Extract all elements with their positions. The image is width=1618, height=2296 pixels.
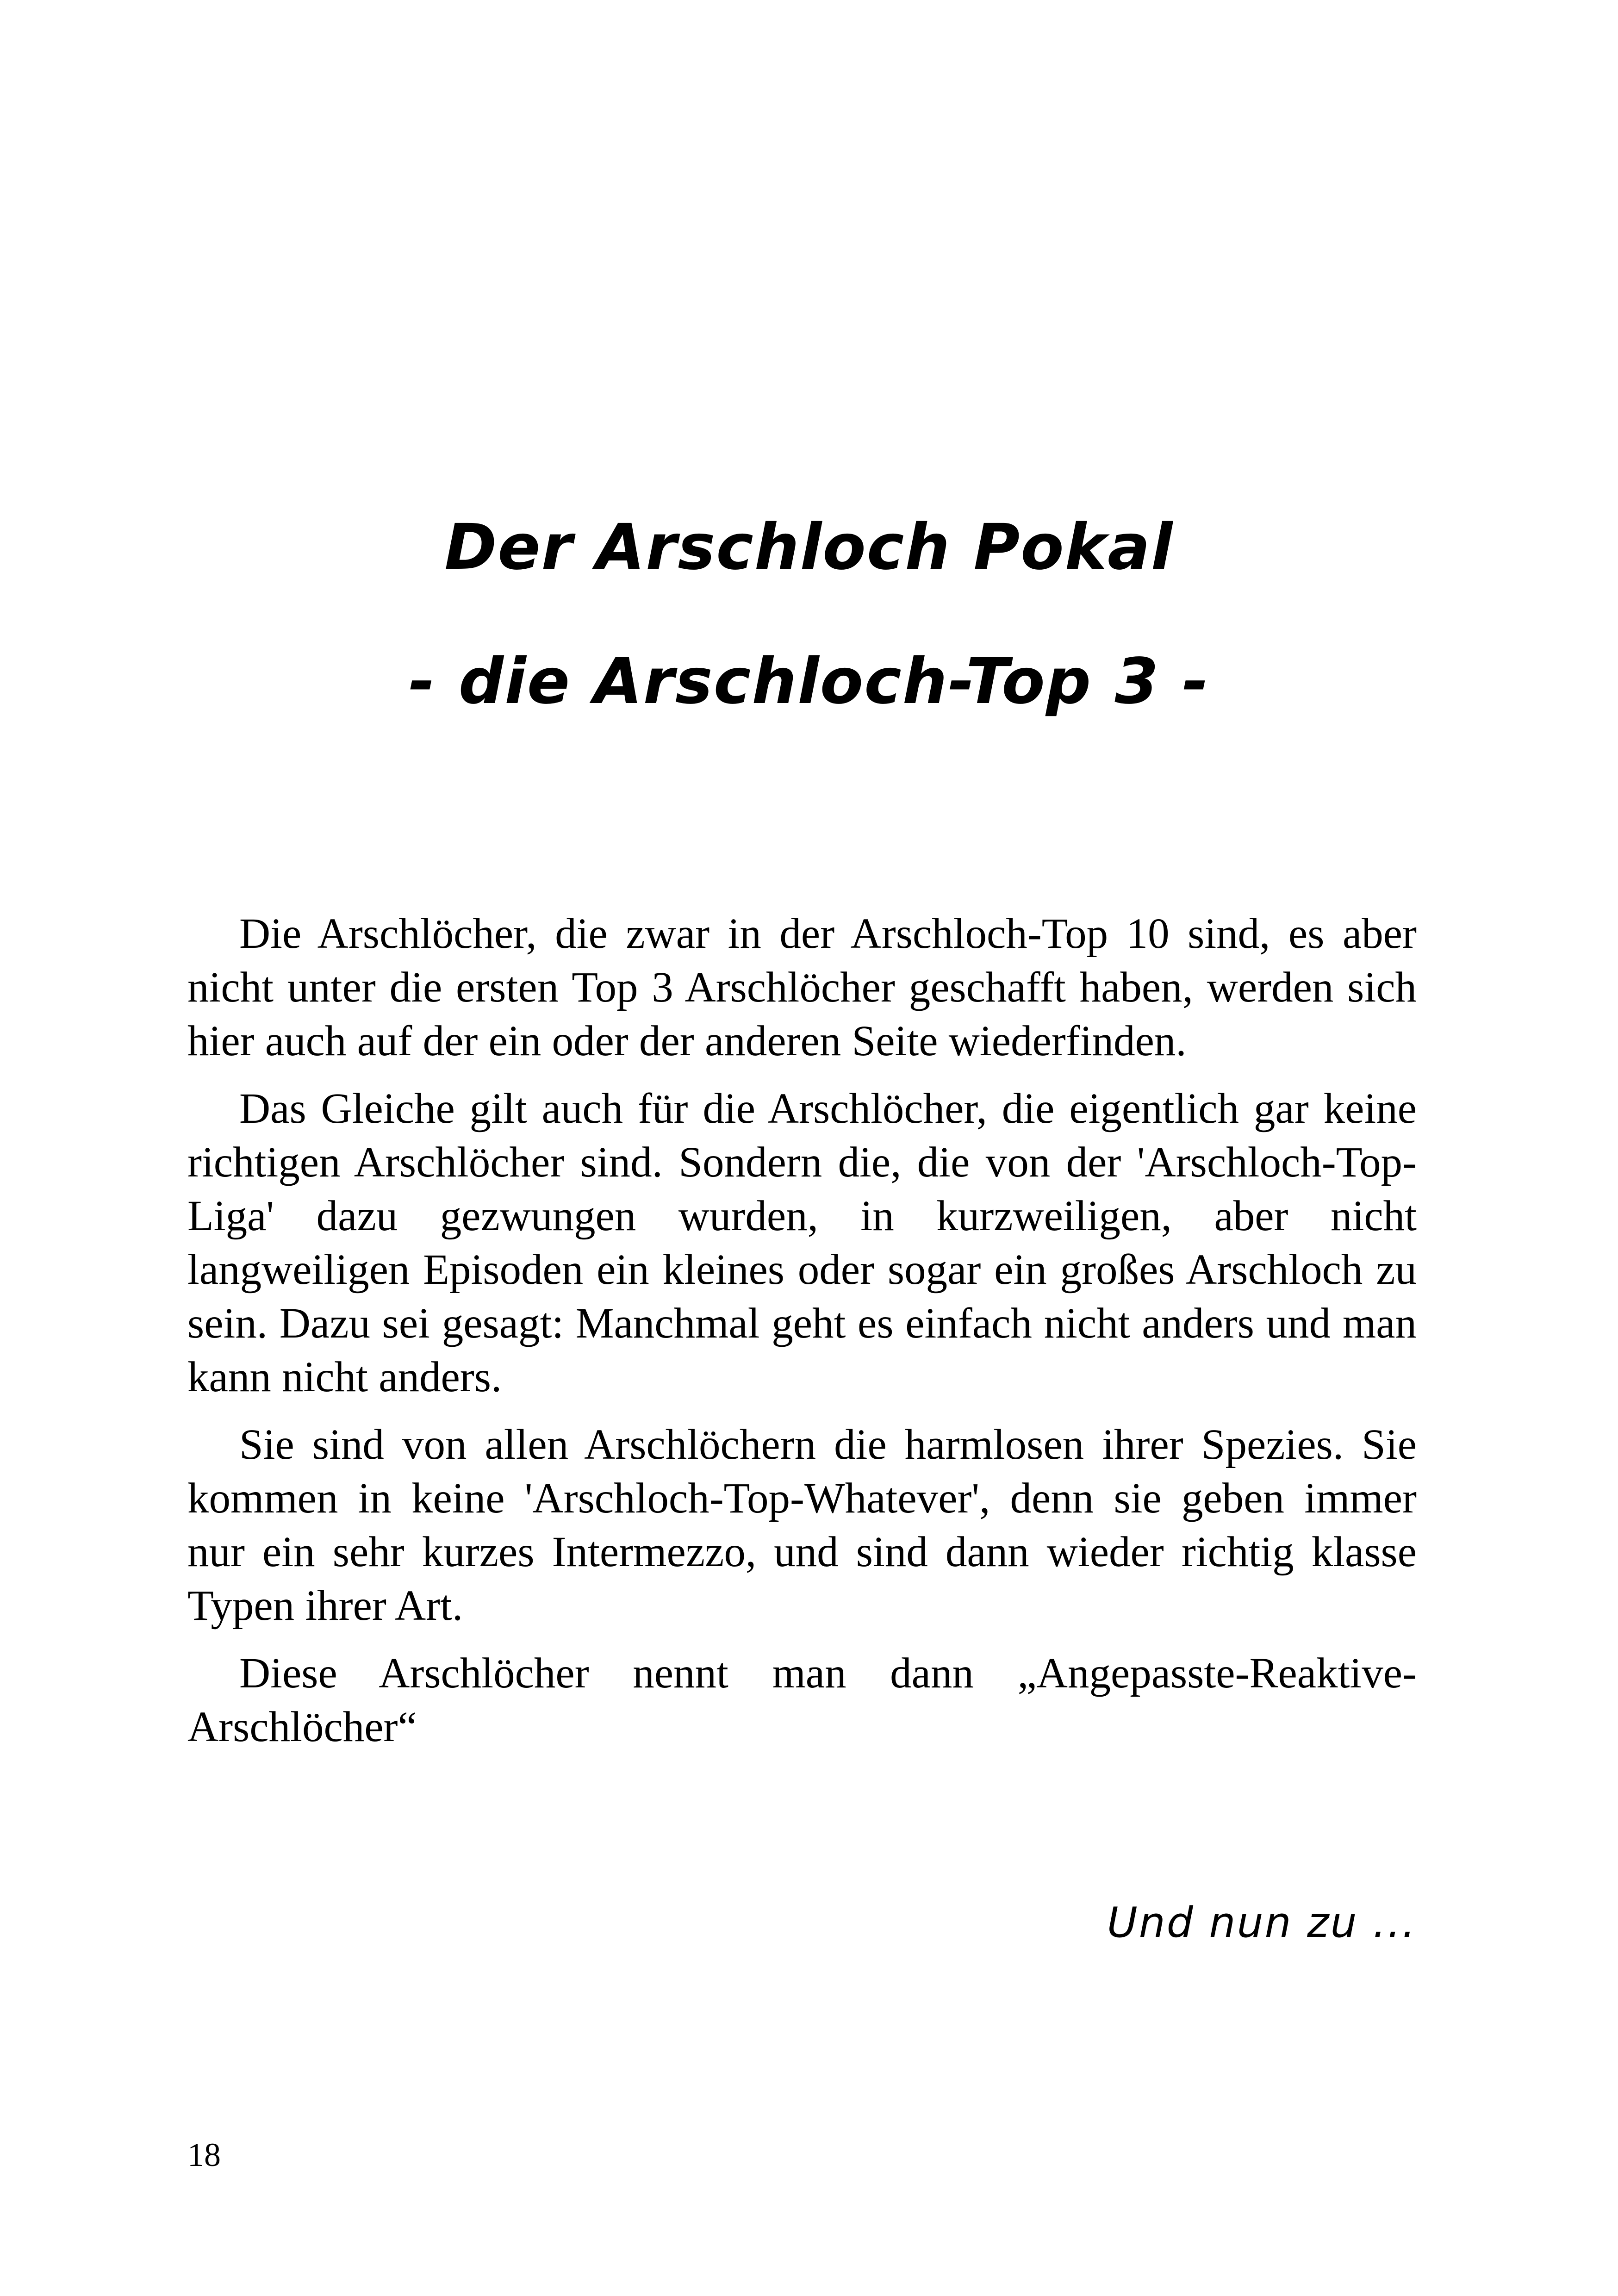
chapter-title: Der Arschloch Pokal <box>444 511 1174 584</box>
closing-line: Und nun zu ... <box>1107 1898 1417 1947</box>
paragraph: Die Arschlöcher, die zwar in der Arschloch-Top 10 sind, es aber nicht unter die ersten Top 3 Arschlöcher geschafft haben, werden sich hier auch auf der ein oder der anderen Seite wiederfinden. <box>187 910 1417 1065</box>
page-number: 18 <box>187 2136 221 2173</box>
paragraph: Das Gleiche gilt auch für die Arschlöcher, die eigentlich gar keine richtigen Arschlöcher sind. Sondern die, die von der 'Arschloch-Top-Liga' dazu gezwungen wurden, in kurzweiligen, aber nicht langweiligen Episoden ein kleines oder sogar ein großes Arschloch zu sein. Dazu sei gesagt: Manchmal geht es einfach nicht anders und man kann nicht anders. <box>187 1085 1417 1401</box>
body-text <box>187 907 1417 1768</box>
paragraph: Diese Arschlöcher nennt man dann „Angepasste-Reaktive-Arschlöcher“ <box>187 1649 1417 1751</box>
chapter-subtitle: - die Arschloch-Top 3 - <box>409 645 1209 718</box>
paragraph: Sie sind von allen Arschlöchern die harmlosen ihrer Spezies. Sie kommen in keine 'Arschloch-Top-Whatever', denn sie geben immer nur ein sehr kurzes Intermezzo, und sind dann wieder richtig klasse Typen ihrer Art. <box>187 1421 1417 1630</box>
